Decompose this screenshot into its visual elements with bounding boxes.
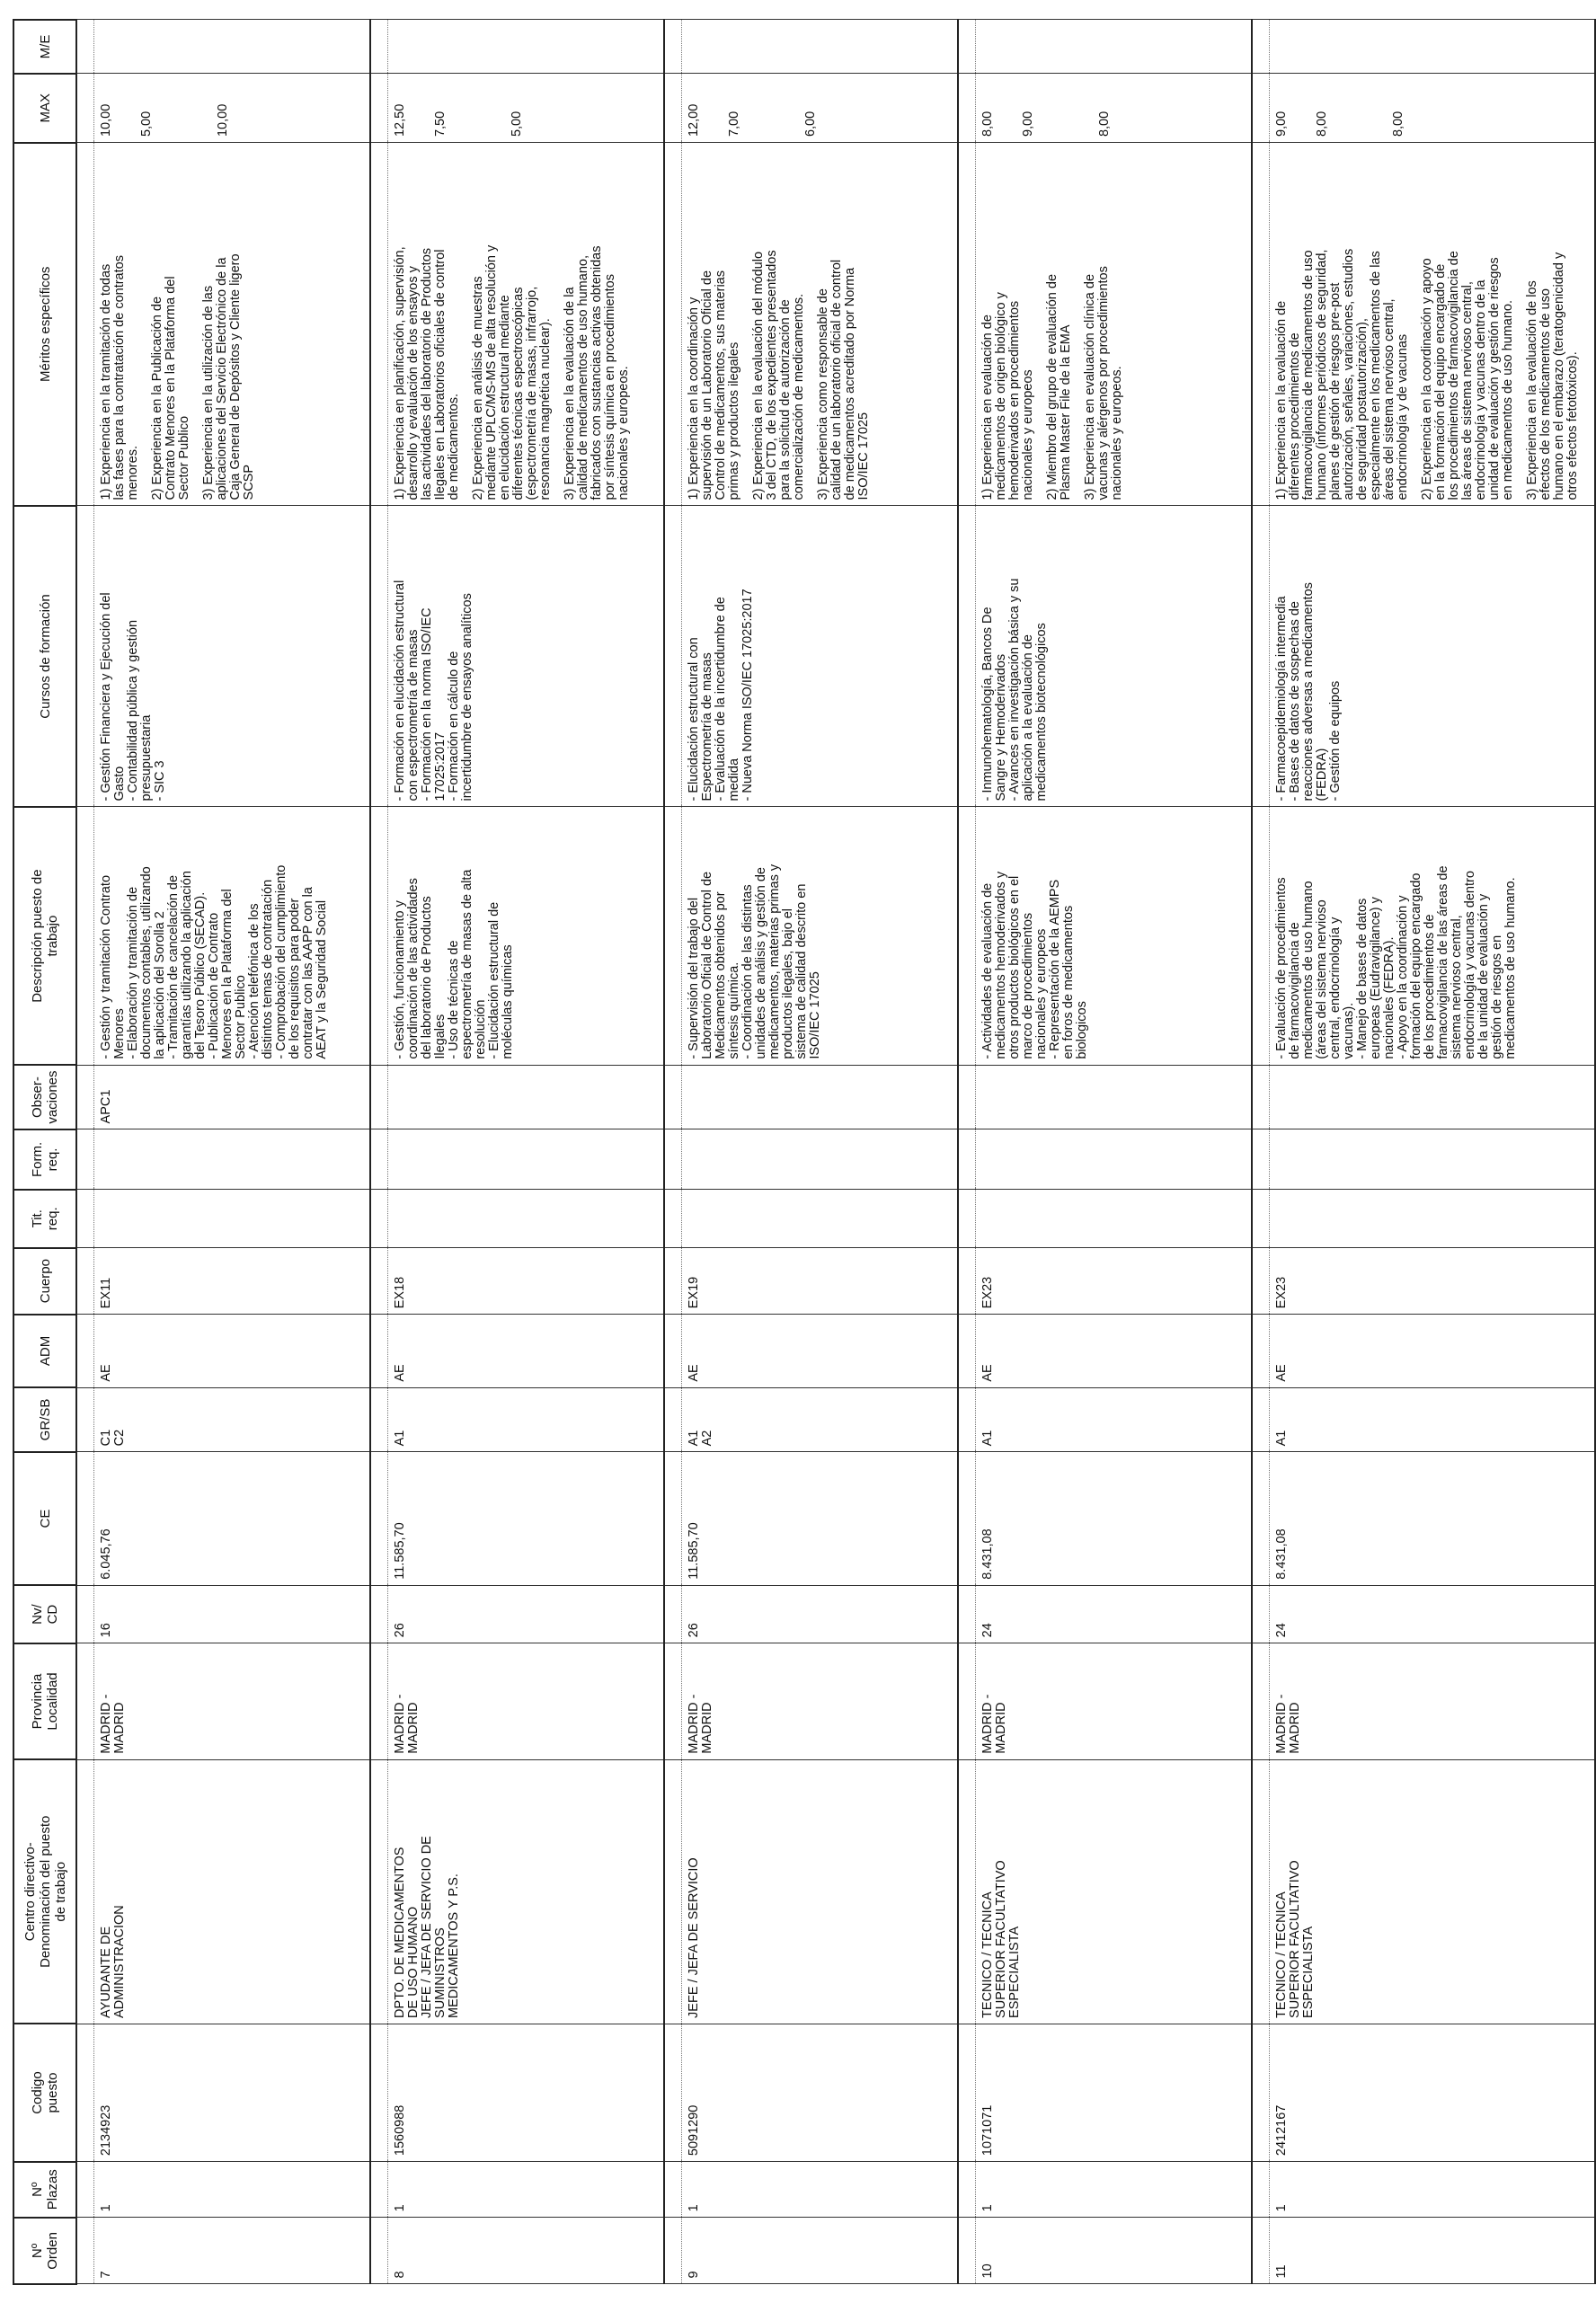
max-score: 5,00 xyxy=(139,111,154,137)
separator-cell xyxy=(370,1585,388,1643)
header-form: Form. req. xyxy=(13,1129,76,1190)
separator-cell xyxy=(76,1315,94,1387)
table-row xyxy=(94,20,371,2284)
separator-cell xyxy=(664,2162,682,2218)
obs-cell xyxy=(388,1065,665,1129)
merit-item: 3) Experiencia como responsable de calidad de un laboratorio oficial de control de medicamentos acreditado por Norma ISO/IEC 17025 xyxy=(816,259,871,500)
separator-cell xyxy=(958,1643,976,1759)
separator-cell xyxy=(370,2162,388,2218)
descripcion-cell: - Gestión, funcionamiento y coordinación de las actividades del laboratorio de Productos Ilegales - Uso de técnicas de espectrometría de masas de alta resolución - Elucidación estructural de moléculas químicas xyxy=(388,807,665,1065)
ce-cell: 11.585,70 xyxy=(388,1452,665,1585)
separator-cell xyxy=(76,1190,94,1248)
adm-cell: AE xyxy=(1270,1315,1596,1387)
cursos-cell: - Gestión Financiera y Ejecución del Gasto - Contabilidad pública y gestión presupuestaria - SIC 3 xyxy=(94,506,371,807)
provincia-cell: MADRID - MADRID xyxy=(94,1643,371,1759)
adm-cell: AE xyxy=(94,1315,371,1387)
grupo-cell: C1 C2 xyxy=(94,1387,371,1452)
merit-item: 3) Experiencia en la evaluación de la calidad de medicamentos de uso humano, fabricados con sustancias activas obtenidas por síntesis química en procedimientos nacionales y europeos. xyxy=(563,245,631,500)
merit-item: 1) Experiencia en evaluación de medicamentos de origen biológico y hemoderivados en procedimientos nacionales y europeos xyxy=(980,292,1035,500)
me-cell xyxy=(976,20,1253,74)
obs-cell xyxy=(682,1065,959,1129)
merit-item: 2) Miembro del grupo de evaluación de Plasma Master File de la EMA xyxy=(1045,273,1073,500)
centro-cell xyxy=(976,1759,1253,2024)
separator-cell xyxy=(958,1129,976,1190)
header-me: M/E xyxy=(13,20,76,74)
separator-cell xyxy=(664,1387,682,1452)
form-cell xyxy=(682,1129,959,1190)
separator-cell xyxy=(370,74,388,143)
header-codigo: Codigo puesto xyxy=(13,2024,76,2161)
max-score: 8,00 xyxy=(1315,111,1329,137)
orden-cell: 9 xyxy=(682,2218,959,2284)
separator-cell xyxy=(958,2218,976,2284)
cuerpo-cell: EX23 xyxy=(976,1248,1253,1315)
meritos-cell xyxy=(1270,143,1596,506)
cursos-cell: - Farmacoepidemiología intermedia - Bases de datos de sospechas de reacciones adversas a medicamentos (FEDRA) - Gestión de equipos xyxy=(1270,506,1596,807)
row-separator xyxy=(958,20,976,2284)
max-cell xyxy=(388,74,665,143)
separator-cell xyxy=(370,2218,388,2284)
separator-cell xyxy=(958,1315,976,1387)
provincia-cell: MADRID - MADRID xyxy=(976,1643,1253,1759)
centro-cell xyxy=(94,1759,371,2024)
separator-cell xyxy=(370,1643,388,1759)
separator-cell xyxy=(664,2218,682,2284)
separator-cell xyxy=(76,1585,94,1643)
centro-cell xyxy=(1270,1759,1596,2024)
ce-cell: 11.585,70 xyxy=(682,1452,959,1585)
codigo-cell: 1071071 xyxy=(976,2024,1253,2161)
form-cell xyxy=(976,1129,1253,1190)
adm-cell: AE xyxy=(682,1315,959,1387)
max-score: 9,00 xyxy=(1274,111,1289,137)
separator-cell xyxy=(76,143,94,506)
max-score: 7,00 xyxy=(727,111,741,137)
separator-cell xyxy=(1252,1315,1270,1387)
separator-cell xyxy=(370,1129,388,1190)
separator-cell xyxy=(76,2162,94,2218)
header-descripcion: Descripción puesto de trabajo xyxy=(13,807,76,1065)
codigo-cell: 1560988 xyxy=(388,2024,665,2161)
separator-cell xyxy=(664,1643,682,1759)
separator-cell xyxy=(76,20,94,74)
centro-cell xyxy=(388,1759,665,2024)
provincia-cell: MADRID - MADRID xyxy=(1270,1643,1596,1759)
header-plazas: Nº Plazas xyxy=(13,2162,76,2218)
header-obs: Obser- vaciones xyxy=(13,1065,76,1129)
separator-cell xyxy=(958,20,976,74)
separator-cell xyxy=(1252,2024,1270,2161)
header-max: MAX xyxy=(13,74,76,143)
header-row xyxy=(13,20,76,2284)
row-separator xyxy=(1252,20,1270,2284)
merit-item: 1) Experiencia en planificación, supervisión, desarrollo y evaluación de los ensayos y las actividades del laboratorio de Productos Ilegales en Laboratorios oficiales de control de medicamentos. xyxy=(393,246,461,500)
cursos-cell: - Formación en elucidación estructural con espectrometría de masas - Formación en la norma ISO/IEC 17025:2017 - Formación en cálculo de incertidumbre de ensayos analíticos xyxy=(388,506,665,807)
max-score: 7,50 xyxy=(433,111,448,137)
table-row xyxy=(976,20,1253,2284)
obs-cell: APC1 xyxy=(94,1065,371,1129)
separator-cell xyxy=(76,1248,94,1315)
header-ce: CE xyxy=(13,1452,76,1585)
orden-cell: 11 xyxy=(1270,2218,1596,2284)
meritos-cell xyxy=(976,143,1253,506)
me-cell xyxy=(94,20,371,74)
tit-cell xyxy=(388,1190,665,1248)
separator-cell xyxy=(76,2024,94,2161)
separator-cell xyxy=(1252,1248,1270,1315)
max-cell xyxy=(682,74,959,143)
separator-cell xyxy=(664,1190,682,1248)
nivel-cell: 24 xyxy=(1270,1585,1596,1643)
separator-cell xyxy=(370,1190,388,1248)
cuerpo-cell: EX23 xyxy=(1270,1248,1596,1315)
adm-cell: AE xyxy=(388,1315,665,1387)
max-score: 9,00 xyxy=(1021,111,1035,137)
separator-cell xyxy=(370,506,388,807)
merit-item: 1) Experiencia en la coordinación y supervisión de un Laboratorio Oficial de Control de medicamentos, sus materias primas y productos ilegales xyxy=(687,270,741,500)
max-score: 12,50 xyxy=(393,103,407,137)
provincia-cell: MADRID - MADRID xyxy=(388,1643,665,1759)
form-cell xyxy=(94,1129,371,1190)
separator-cell xyxy=(958,1387,976,1452)
codigo-cell: 2412167 xyxy=(1270,2024,1596,2161)
separator-cell xyxy=(958,1248,976,1315)
separator-cell xyxy=(76,74,94,143)
separator-cell xyxy=(1252,807,1270,1065)
separator-cell xyxy=(370,1387,388,1452)
grupo-cell: A1 xyxy=(388,1387,665,1452)
separator-cell xyxy=(370,1248,388,1315)
header-meritos: Méritos específicos xyxy=(13,143,76,506)
tit-cell xyxy=(1270,1190,1596,1248)
header-tit: Tit. req. xyxy=(13,1190,76,1248)
meritos-cell xyxy=(682,143,959,506)
position-name: TECNICO / TECNICA SUPERIOR FACULTATIVO ESPECIALISTA xyxy=(1274,1860,1316,2018)
ce-cell: 6.045,76 xyxy=(94,1452,371,1585)
me-cell xyxy=(682,20,959,74)
separator-cell xyxy=(664,74,682,143)
ce-cell: 8.431,08 xyxy=(1270,1452,1596,1585)
job-positions-table xyxy=(13,19,1596,2285)
separator-cell xyxy=(76,1129,94,1190)
separator-cell xyxy=(1252,1129,1270,1190)
separator-cell xyxy=(958,1585,976,1643)
header-grupo: GR/SB xyxy=(13,1387,76,1452)
header-centro: Centro directivo- Denominación del puesto de trabajo xyxy=(13,1759,76,2024)
max-score: 8,00 xyxy=(1391,111,1405,137)
separator-cell xyxy=(76,2218,94,2284)
max-score: 5,00 xyxy=(510,111,524,137)
position-name: JEFE / JEFA DE SERVICIO xyxy=(687,1857,701,2018)
descripcion-cell: - Gestión y tramitación Contrato Menores - Elaboración y tramitación de documentos contables, utilizando la aplicación del Sorolla 2 - Tramitación de cancelación de garantías utilizando la aplicación del Tesoro Público (SECAD). - Publicación de Contrato Menores en la Plataforma del Sector Publico - Atención telefónica de los distintos temas de contratación - Comprobación del cumplimiento de los requisitos para poder contratar con las AAPP con la AEAT y la Seguridad Social xyxy=(94,807,371,1065)
orden-cell: 7 xyxy=(94,2218,371,2284)
tit-cell xyxy=(682,1190,959,1248)
separator-cell xyxy=(1252,2162,1270,2218)
separator-cell xyxy=(370,807,388,1065)
merit-item: 2) Experiencia en análisis de muestras mediante UPLC/MS-MS de alta resolución y en elucidación estructural mediante diferentes técnicas espectroscópicas (espectrometría de masas, infrarrojo, resonancia magnética nuclear). xyxy=(471,244,553,500)
separator-cell xyxy=(1252,2218,1270,2284)
cursos-cell: - Inmunohematología, Bancos De Sangre y Hemoderivados - Avances en investigación básica y su aplicación a la evaluación de medicamentos biotecnológicos xyxy=(976,506,1253,807)
header-cursos: Cursos de formación xyxy=(13,506,76,807)
separator-cell xyxy=(370,1759,388,2024)
tit-cell xyxy=(976,1190,1253,1248)
obs-cell xyxy=(1270,1065,1596,1129)
position-name: AYUDANTE DE ADMINISTRACION xyxy=(99,1905,127,2018)
max-cell xyxy=(1270,74,1596,143)
separator-cell xyxy=(664,506,682,807)
descripcion-cell: - Supervisión del trabajo del Laboratorio Oficial de Control de Medicamentos obtenidos por síntesis química. - Coordinación de las distintas unidades de análisis y gestión de medicamentos, materias primas y productos ilegales, bajo el sistema de calidad descrito en ISO/IEC 17025 xyxy=(682,807,959,1065)
separator-cell xyxy=(370,20,388,74)
header-nivel: Nv/ CD xyxy=(13,1585,76,1643)
max-score: 8,00 xyxy=(1097,111,1112,137)
cuerpo-cell: EX11 xyxy=(94,1248,371,1315)
separator-cell xyxy=(370,1452,388,1585)
separator-cell xyxy=(1252,74,1270,143)
table-body xyxy=(76,20,1595,2284)
department-name: DPTO. DE MEDICAMENTOS DE USO HUMANO xyxy=(393,1847,421,2018)
merit-item: 2) Experiencia en la Publicación de Contrato Menores en la Plataforma del Sector Publico xyxy=(150,276,191,500)
nivel-cell: 16 xyxy=(94,1585,371,1643)
plazas-cell: 1 xyxy=(1270,2162,1596,2218)
separator-cell xyxy=(664,143,682,506)
separator-cell xyxy=(958,2024,976,2161)
header-adm: ADM xyxy=(13,1315,76,1387)
separator-cell xyxy=(958,1452,976,1585)
separator-cell xyxy=(958,1190,976,1248)
table-row xyxy=(1270,20,1596,2284)
separator-cell xyxy=(664,20,682,74)
separator-cell xyxy=(76,807,94,1065)
merit-item: 3) Experiencia en la evaluación de los efectos de los medicamentos de uso humano en el embarazo (teratogenicidad y otros efectos fetotóxicos). xyxy=(1525,252,1580,500)
separator-cell xyxy=(370,1065,388,1129)
separator-cell xyxy=(958,74,976,143)
header-cuerpo: Cuerpo xyxy=(13,1248,76,1315)
nivel-cell: 26 xyxy=(682,1585,959,1643)
separator-cell xyxy=(1252,143,1270,506)
grupo-cell: A1 xyxy=(1270,1387,1596,1452)
plazas-cell: 1 xyxy=(976,2162,1253,2218)
separator-cell xyxy=(370,1315,388,1387)
max-score: 6,00 xyxy=(803,111,818,137)
separator-cell xyxy=(76,1759,94,2024)
codigo-cell: 5091290 xyxy=(682,2024,959,2161)
separator-cell xyxy=(664,1585,682,1643)
separator-cell xyxy=(76,1065,94,1129)
separator-cell xyxy=(76,1643,94,1759)
nivel-cell: 24 xyxy=(976,1585,1253,1643)
table-row xyxy=(682,20,959,2284)
cursos-cell: - Elucidación estructural con Espectrometría de masas - Evaluación de la incertidumbre de medida - Nueva Norma ISO/IEC 17025:2017 xyxy=(682,506,959,807)
separator-cell xyxy=(1252,1585,1270,1643)
orden-cell: 8 xyxy=(388,2218,665,2284)
separator-cell xyxy=(664,1065,682,1129)
separator-cell xyxy=(1252,506,1270,807)
grupo-cell: A1 A2 xyxy=(682,1387,959,1452)
separator-cell xyxy=(1252,1759,1270,2024)
separator-cell xyxy=(664,1248,682,1315)
table-row xyxy=(388,20,665,2284)
merit-item: 2) Experiencia en la coordinación y apoyo en la formación del equipo encargado de los procedimientos de farmacovigilancia de las áreas de sistema nervioso central, endocrinología y vacunas dentro de la unidad de evaluación y gestión de riesgos en medicamentos de uso humano. xyxy=(1420,251,1515,500)
separator-cell xyxy=(664,1315,682,1387)
separator-cell xyxy=(958,506,976,807)
position-name: TECNICO / TECNICA SUPERIOR FACULTATIVO ESPECIALISTA xyxy=(980,1860,1022,2018)
merit-item: 2) Experiencia en la evaluación del módulo 3 del CTD, de los expedientes presentados para la solicitud de autorización de comercialización de medicamentos. xyxy=(751,250,806,500)
row-separator xyxy=(76,20,94,2284)
form-cell xyxy=(388,1129,665,1190)
separator-cell xyxy=(76,506,94,807)
max-score: 10,00 xyxy=(99,103,113,137)
cuerpo-cell: EX18 xyxy=(388,1248,665,1315)
header-provincia: Provincia Localidad xyxy=(13,1643,76,1759)
orden-cell: 10 xyxy=(976,2218,1253,2284)
adm-cell: AE xyxy=(976,1315,1253,1387)
position-name: JEFE / JEFA DE SERVICIO DE SUMINISTROS MEDICAMENTOS Y P.S. xyxy=(420,1836,461,2018)
me-cell xyxy=(388,20,665,74)
meritos-cell xyxy=(94,143,371,506)
me-cell xyxy=(1270,20,1596,74)
separator-cell xyxy=(958,1065,976,1129)
row-separator xyxy=(664,20,682,2284)
separator-cell xyxy=(1252,1452,1270,1585)
merit-item: 3) Experiencia en evaluación clínica de vacunas y alérgenos por procedimientos nacionales y europeos. xyxy=(1083,266,1124,500)
ce-cell: 8.431,08 xyxy=(976,1452,1253,1585)
separator-cell xyxy=(76,1387,94,1452)
merit-item: 1) Experiencia en la tramitación de todas las fases para la contratación de contratos menores. xyxy=(99,255,140,500)
separator-cell xyxy=(664,1129,682,1190)
separator-cell xyxy=(958,807,976,1065)
separator-cell xyxy=(664,2024,682,2161)
tit-cell xyxy=(94,1190,371,1248)
nivel-cell: 26 xyxy=(388,1585,665,1643)
separator-cell xyxy=(1252,1643,1270,1759)
separator-cell xyxy=(1252,1190,1270,1248)
separator-cell xyxy=(1252,1065,1270,1129)
codigo-cell: 2134923 xyxy=(94,2024,371,2161)
centro-cell xyxy=(682,1759,959,2024)
provincia-cell: MADRID - MADRID xyxy=(682,1643,959,1759)
separator-cell xyxy=(958,1759,976,2024)
plazas-cell: 1 xyxy=(388,2162,665,2218)
max-cell xyxy=(976,74,1253,143)
max-score: 8,00 xyxy=(980,111,995,137)
max-score: 10,00 xyxy=(216,103,230,137)
descripcion-cell: - Evaluación de procedimientos de farmacovigilancia de medicamentos de uso humano (áreas del sistema nervioso central, endocrinología y vacunas). - Manejo de bases de datos europeas (Eudravigilance) y nacionales (FEDRA). - Apoyo en la coordinación y formación del equipo encargado de los procedimientos de farmacovigilancia de las áreas de sistema nervioso central, endocrinología y vacunas dentro de la unidad de evaluación y gestión de riesgos en medicamentos de uso humano. xyxy=(1270,807,1596,1065)
separator-cell xyxy=(370,143,388,506)
grupo-cell: A1 xyxy=(976,1387,1253,1452)
separator-cell xyxy=(1252,20,1270,74)
separator-cell xyxy=(664,1452,682,1585)
separator-cell xyxy=(370,2024,388,2161)
separator-cell xyxy=(76,1452,94,1585)
merit-item: 1) Experiencia en la evaluación de diferentes procedimientos de farmacovigilancia de medicamentos de uso humano (informes periódicos de seguridad, planes de gestión de riesgos pre-post autorización, señales, variaciones, estudios de seguridad postautorización), especialmente en los medicamentos de las áreas del sistema nervioso central, endocrinología y de vacunas xyxy=(1274,248,1410,500)
cuerpo-cell: EX19 xyxy=(682,1248,959,1315)
separator-cell xyxy=(958,2162,976,2218)
separator-cell xyxy=(664,1759,682,2024)
descripcion-cell: - Actividades de evaluación de medicamentos hemoderivados y otros productos biológicos en el marco de procedimientos nacionales y europeos - Representación de la AEMPS en foros de medicamentos biologicos xyxy=(976,807,1253,1065)
separator-cell xyxy=(1252,1387,1270,1452)
max-score: 12,00 xyxy=(687,103,701,137)
row-separator xyxy=(370,20,388,2284)
form-cell xyxy=(1270,1129,1596,1190)
meritos-cell xyxy=(388,143,665,506)
obs-cell xyxy=(976,1065,1253,1129)
plazas-cell: 1 xyxy=(682,2162,959,2218)
header-orden: Nº Orden xyxy=(13,2218,76,2284)
separator-cell xyxy=(664,807,682,1065)
merit-item: 3) Experiencia en la utilización de las aplicaciones del Servicio Electrónico de la Caja General de Depósitos y Cliente ligero SCSP xyxy=(201,253,256,500)
separator-cell xyxy=(958,143,976,506)
max-cell xyxy=(94,74,371,143)
plazas-cell: 1 xyxy=(94,2162,371,2218)
